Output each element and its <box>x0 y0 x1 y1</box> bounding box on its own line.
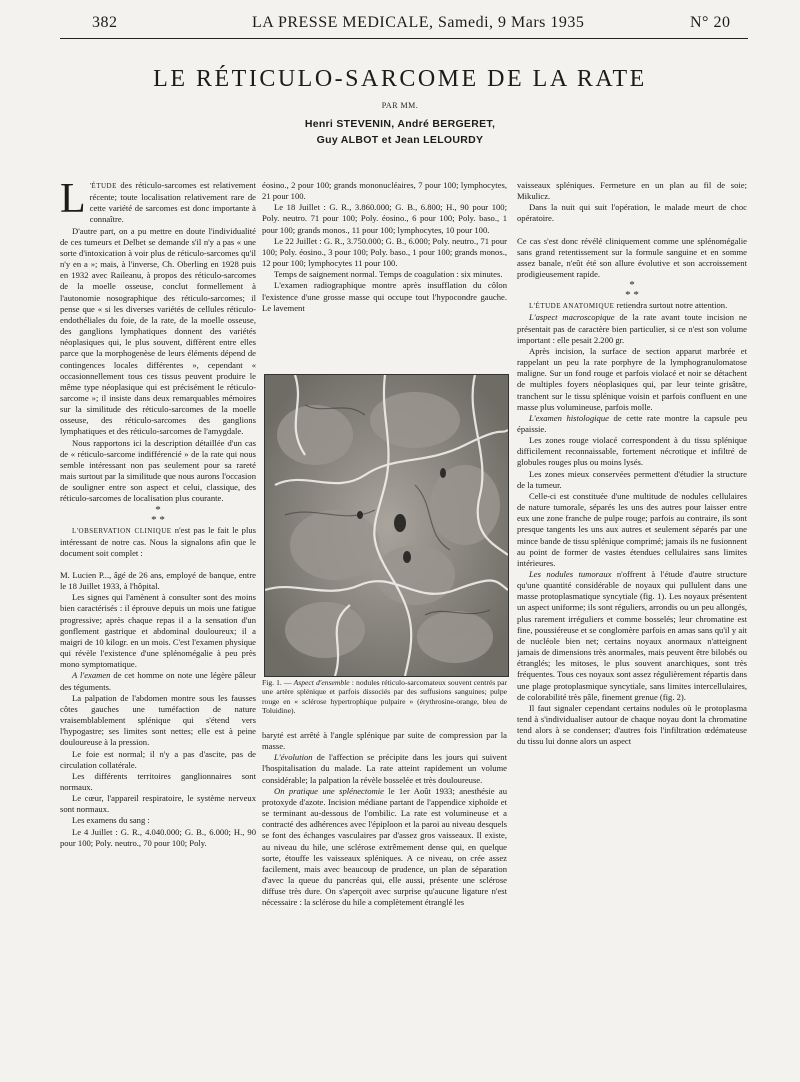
section-lead: L'OBSERVATION CLINIQUE n'est pas le fait le plus intéressant de notre cas. Nous la signalons afin que le document soit complet : <box>60 524 256 558</box>
paragraph: On pratique une splénectomie le 1er Août 1933; anesthésie au protoxyde d'azote. Incision médiane partant de l'appendice xiphoïde et se terminant au-dessous de l'ombilic. La rate est volumineuse et a contracté des adhérences avec l'épiploon et la paroi au niveau desquels se font des échanges vasculaires par d'assez gros vaisseaux. Il existe, au niveau du hile, une sclérose extrêmement dense qui, en quelque sorte, étouffe les vaisseaux spléniques. A ce niveau, on crée assez facilement, mais avec beaucoup de prudence, un plan de séparation d'avec la queue du pancréas qui, elle aussi, présente une sclérose diffuse très dure. On s'aperçoit avec surprise qu'aucune ligature n'est nécessaire : la sclérose du hile a complètement étranglé les <box>262 785 507 908</box>
paragraph: Le cœur, l'appareil respiratoire, le système nerveux sont normaux. <box>60 793 256 815</box>
section-separator: * * * <box>151 503 165 526</box>
paragraph: Nous rapportons ici la description détaillée d'un cas de « réticulo-sarcome indifférencié » de la rate qui nous semble intéressant non pas seulement pour sa rareté mais surtout par la similitude que nous aurons l'occasion de souligner entre son aspect et celui, classique, des réticulo-sarcomes de localisation plus courante. <box>60 437 256 504</box>
authors-line-1: Henri STEVENIN, André BERGERET, <box>304 118 496 130</box>
paragraph: Il faut signaler cependant certains nodules où le protoplasma tend à s'individualiser autour de chaque noyau dont la chromatine tend alors à se condenser; d'autres fois l'infiltration œdémateuse du tissu lui donne alors un aspect <box>517 702 747 747</box>
paragraph: L'examen radiographique montre après insufflation du côlon l'existence d'une grosse masse qui occupe tout l'hypocondre gauche. Le lavement <box>262 280 507 313</box>
journal-header: LA PRESSE MEDICALE, Samedi, 9 Mars 1935 <box>252 14 585 31</box>
drop-cap: L <box>60 180 86 222</box>
column-1 <box>60 180 256 1060</box>
paragraph: Les examens du sang : <box>72 815 150 826</box>
paragraph: Celle-ci est constituée d'une multitude de nodules cellulaires de nature tumorale, séparés les uns des autres pour laisser entre eux une zone franche de pulpe rouge; parfois au contraire, ils sont presque tangents les uns aux autres et seulement séparés par une mince bande de tissu splénique comprimé; jamais ils ne fusionnent au point de former de vastes étendues cellulaires sans limites intérieures. <box>517 490 747 568</box>
paragraph: vaisseaux spléniques. Fermeture en un plan au fil de soie; Mikulicz. <box>517 180 747 202</box>
paragraph: D'autre part, on a pu mettre en doute l'individualité de ces tumeurs et Delbet se demande s'il n'y a pas « une sorte d'intoxication à voir plus de réticulo-sarcomes qu'il n'y en a »; mais, à l'inverse, Ch. Oberling en 1928 puis en 1932 avec Raileanu, à propos des réticulo-sarcomes de la moelle osseuse, conclut formellement à l'autonomie nosographique des réticulo-sarcomes; il pense que « si les diverses variétés de cellules réticulo-endothéliales du foie, de la rate, de la moelle osseuse, des ganglions lymphatiques donnent des variétés néoplasiques qui, le plus souvent, diffèrent entre elles parce que la morphogenèse de leurs éléments dépend de contingences locales différentes », cependant « occasionnellement tous ces tissus peuvent produire le même type néoplasique qui est précisément le réticulo-sarcome »; il insiste dans deux remarquables mémoires sur la similitude des réticulo-sarcomes de la moelle osseuse, des réticulo-sarcomes des ganglions lymphatiques et des réticulo-sarcomes de l'amygdale. <box>60 225 256 437</box>
figure-caption: Fig. 1. — Aspect d'ensemble : nodules réticulo-sarcomateux souvent centrés par une artère splénique et parfois dissociés par des suffusions sanguines; pulpe rouge en « sclérose hypertrophique pulpaire » (érythrosine-orange, bleu de Toluidine). <box>262 678 507 716</box>
paragraph: Le 18 Juillet : G. R., 3.860.000; G. B., 6.800; H., 90 pour 100; Poly. neutro. 71 pour 100; Poly. éosino., 6 pour 100; Poly. baso., 1 pour 100; grands monos., 11 pour 100; lymphocytes, 10 pour 100. <box>262 202 507 235</box>
paragraph: Le foie est normal; il n'y a pas d'ascite, pas de circulation collatérale. <box>60 748 256 770</box>
authors-line-2: Guy ALBOT et Jean LELOURDY <box>316 134 484 146</box>
paragraph: L'évolution de l'affection se précipite dans les jours qui suivent l'hospitalisation du malade. La rate atteint rapidement un volume considérable; la palpation la révèle bosselée et très douloureuse. <box>262 752 507 785</box>
paragraph: Les signes qui l'amènent à consulter sont des moins bien caractérisés : il éprouve depuis un mois une fatigue progressive; après chaque repas il a la sensation d'un gonflement gastrique et abdominal douloureux; il a maigri de 10 kilogr. en un mois. C'est l'examen physique qui révèle l'existence d'une splénomégalie à peu près mono symptomatique. <box>60 592 256 670</box>
paragraph: M. Lucien P..., âgé de 26 ans, employé de banque, entre le 18 Juillet 1933, à l'hôpital. <box>60 570 256 592</box>
paragraph: L'examen histologique de cette rate montre la capsule peu épaissie. <box>517 412 747 434</box>
paragraph: Les nodules tumoraux n'offrent à l'étude d'autre structure qu'une quantité considérable de noyaux qui pullulent dans une masse protoplasmatique syncytiale (fig. 1). Les noyaux présentent un aspect uniforme; ils sont réguliers, arrondis ou un peu allongés, plus rarement irréguliers et comme bosselés; leur chromatine est fine, poussiéreuse et se conglomère parfois en amas sans qu'il y ait de nucléole bien net; certains noyaux anormaux n'atteignent jamais de dimensions très anormales, mais peuvent être bilobés ou étranglés; les mitoses, le plus souvent anarchiques, sont très fréquentes. Tous ces noyaux sont assez régulièrement répartis dans une plage protoplasmique syncytiale, sans limites intercellulaires, de colorabilité très pâle, finement grenue (fig. 2). <box>517 569 747 702</box>
paragraph: Temps de saignement normal. Temps de coagulation : six minutes. <box>274 269 503 280</box>
paragraph: L'aspect macroscopique de la rate avant toute incision ne présentait pas de caractère bien particulier, si ce n'est son volume important : elle pesait 2.200 gr. <box>517 312 747 345</box>
section-lead: L'ÉTUDE ANATOMIQUE retiendra surtout notre attention. <box>529 300 728 311</box>
page-number: 382 <box>92 14 118 31</box>
paragraph: Dans la nuit qui suit l'opération, le malade meurt de choc opératoire. <box>517 202 747 224</box>
section-separator: * * * <box>625 279 639 302</box>
paragraph: A l'examen de cet homme on note une légère pâleur des téguments. <box>60 670 256 692</box>
paragraph: Ce cas s'est donc révélé cliniquement comme une splénomégalie sans grand retentissement sur la formule sanguine et en somme assez banale, n'eût été son allure évolutive et son accroissement prodigieusement rapide. <box>517 235 747 280</box>
paragraph: Le 4 Juillet : G. R., 4.040.000; G. B., 6.000; H., 90 pour 100; Poly. neutro., 70 pour 100; Poly. <box>60 826 256 848</box>
column-2-bottom <box>262 730 507 1060</box>
paragraph: La palpation de l'abdomen montre sous les fausses côtes gauches une tuméfaction de nature vraisemblablement splénique qui s'étend vers l'hypogastre; ses limites sont nettes; elle est à peine douloureuse à la pression. <box>60 692 256 748</box>
paragraph: Après incision, la surface de section apparut marbrée et rappelant un peu la rate porphyre de la lymphogranulomatose maligne. Sur un fond rouge et parfois violacé et noir se détachent de multiples foyers néoplasiques qui, par leur teinte grisâtre, tranchent sur le tissu splénique voisin et parfois confluent en une masse plus volumineuse, parfois molle. <box>517 345 747 412</box>
paragraph: éosino., 2 pour 100; grands mononucléaires, 7 pour 100; lymphocytes, 21 pour 100. <box>262 180 507 202</box>
header-rule <box>60 38 748 39</box>
paragraph: Les différents territoires ganglionnaires sont normaux. <box>60 770 256 792</box>
paragraph: Le 22 Juillet : G. R., 3.750.000; G. B., 6.000; Poly. neutro., 71 pour 100; Poly. éosino., 3 pour 100; Poly. baso., 1 pour 100; grands monos., 12 pour 100; lymphocytes 11 pour 100. <box>262 235 507 269</box>
paragraph: Les zones rouge violacé correspondent à du tissu splénique difficilement reconnaissable, fortement nécrotique et infiltré de globules rouges plus ou moins lysés. <box>517 435 747 468</box>
article-title: LE RÉTICULO-SARCOME DE LA RATE <box>153 66 647 92</box>
micrograph-figure <box>264 374 509 677</box>
paragraph: baryté est arrêté à l'angle splénique par suite de compression par la masse. <box>262 730 507 752</box>
micrograph-image <box>265 375 508 676</box>
column-2-top <box>262 180 507 380</box>
issue-number: N° 20 <box>690 14 731 31</box>
column-3 <box>517 180 747 1060</box>
intro-paragraph: L 'ÉTUDE des réticulo-sarcomes est relativement récente; toute localisation relativement rare de cette variété de sarcomes est donc importante à connaître. <box>60 180 256 225</box>
by-line: PAR MM. <box>381 101 419 110</box>
paragraph: Les zones mieux conservées permettent d'étudier la structure de la tumeur. <box>517 468 747 490</box>
